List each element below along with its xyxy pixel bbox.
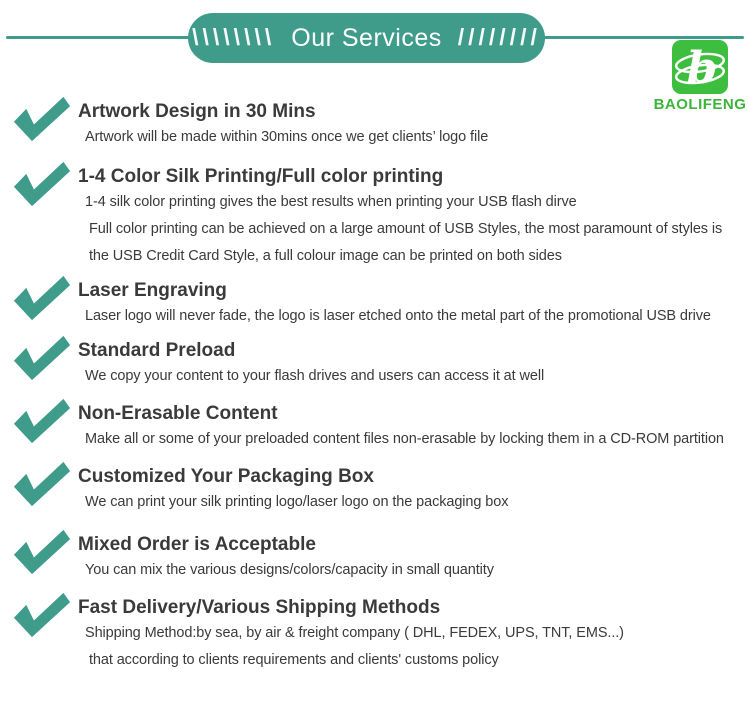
banner-title: Our Services <box>291 23 442 52</box>
check-icon <box>12 275 72 321</box>
service-description: the USB Credit Card Style, a full colour image can be printed on both sides <box>89 248 562 264</box>
service-description: Laser logo will never fade, the logo is laser etched onto the metal part of the promotional USB drive <box>85 308 711 324</box>
check-icon <box>12 96 72 142</box>
service-item-standard-preload <box>0 340 750 385</box>
service-description: Artwork will be made within 30mins once we get clients’ logo file <box>85 129 489 145</box>
service-item-non-erasable-content <box>0 403 750 448</box>
service-item-mixed-order <box>0 534 750 579</box>
service-title: Standard Preload <box>78 340 236 361</box>
service-title: Laser Engraving <box>78 280 227 301</box>
service-description: You can mix the various designs/colors/capacity in small quantity <box>85 562 494 578</box>
service-description: that according to clients requirements and clients' customs policy <box>89 652 499 668</box>
service-title: Artwork Design in 30 Mins <box>78 101 316 122</box>
service-title: Non-Erasable Content <box>78 403 278 424</box>
service-description: Shipping Method:by sea, by air & freight company ( DHL, FEDEX, UPS, TNT, EMS...) <box>85 625 624 641</box>
service-description: Full color printing can be achieved on a large amount of USB Styles, the most paramount of styles is <box>89 221 723 237</box>
check-icon <box>12 398 72 444</box>
svg-text:b: b <box>686 43 718 94</box>
service-item-fast-delivery <box>0 597 750 669</box>
service-item-laser-engraving <box>0 280 750 325</box>
service-item-artwork-design <box>0 101 750 146</box>
service-title: 1-4 Color Silk Printing/Full color printing <box>78 166 444 187</box>
service-description: 1-4 silk color printing gives the best results when printing your USB flash dirve <box>85 194 577 210</box>
service-description: We can print your silk printing logo/laser logo on the packaging box <box>85 494 509 510</box>
check-icon <box>12 461 72 507</box>
service-title: Fast Delivery/Various Shipping Methods <box>78 597 441 618</box>
check-icon <box>12 335 72 381</box>
service-item-silk-printing <box>0 166 750 265</box>
our-services-banner <box>188 13 545 63</box>
left-slashes-decoration: \\\\\\\\ <box>192 23 276 50</box>
b-orbit-logo-icon <box>672 40 728 94</box>
check-icon <box>12 161 72 207</box>
brand-name: BAOLIFENG <box>653 96 747 113</box>
service-item-customized-packaging <box>0 466 750 511</box>
service-title: Mixed Order is Acceptable <box>78 534 316 555</box>
check-icon <box>12 592 72 638</box>
right-slashes-decoration: //////// <box>457 23 541 50</box>
service-description: Make all or some of your preloaded content files non-erasable by locking them in a CD-ROM partition <box>85 431 724 447</box>
service-description: We copy your content to your flash drives and users can access it at well <box>85 368 545 384</box>
check-icon <box>12 529 72 575</box>
service-title: Customized Your Packaging Box <box>78 466 374 487</box>
